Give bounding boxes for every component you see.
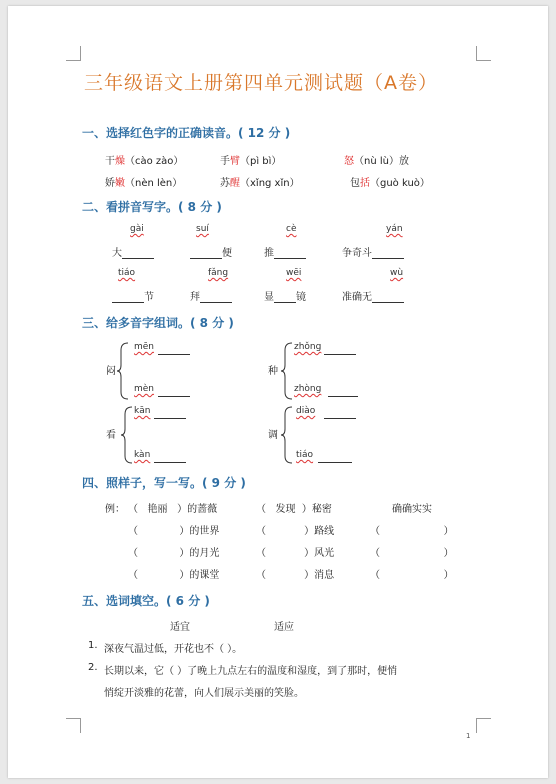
- page-title: 三年级语文上册第四单元测试题（A卷）: [84, 72, 438, 94]
- q2-word-7-suffix: 镜: [296, 292, 306, 303]
- q3-char-1: 闷: [106, 366, 116, 377]
- q3-brace-1: [116, 342, 130, 400]
- q5-item-2-text: 长期以来，它（ ）了晚上九点左右的温度和湿度，到了那时，便悄: [104, 666, 398, 677]
- q2-pinyin-6: fǎng: [208, 268, 229, 278]
- q3-pinyin-1b: mèn: [134, 384, 155, 394]
- q1-item-3-options: （nù lù）放: [354, 156, 409, 167]
- q2-word-2-blank[interactable]: [190, 248, 222, 259]
- q2-word-4-blank[interactable]: [372, 248, 404, 259]
- q3-blank-4a[interactable]: [324, 418, 356, 419]
- crop-mark-top-left: [66, 46, 81, 61]
- q2-word-4-text: 争奇斗: [342, 248, 372, 259]
- q1-item-5-target: 醒: [230, 178, 240, 189]
- section-4-heading: 四、照样子，写一写。( 9 分 ): [82, 476, 246, 490]
- q1-item-6-prefix: 包: [350, 178, 360, 189]
- q5-item-1-text: 深夜气温过低，开花也不（ ）。: [104, 644, 243, 655]
- q2-word-7-text: 显: [264, 292, 274, 303]
- q2-word-1: [112, 244, 154, 259]
- q3-pinyin-1a: mēn: [134, 342, 155, 352]
- q3-brace-4: [280, 406, 294, 464]
- q4-col2-row2[interactable]: （ ）路线: [256, 526, 335, 537]
- q4-col2-phrase-3: 风光: [314, 548, 335, 559]
- q1-item-1-options: （cào zào）: [125, 156, 184, 167]
- q3-pinyin-2b: zhòng: [294, 384, 322, 394]
- q2-word-5-text: 节: [144, 292, 154, 303]
- q1-item-6-target: 括: [360, 178, 370, 189]
- q2-word-7: [264, 288, 306, 303]
- section-3-heading: 三、给多音字组词。( 8 分 ): [82, 316, 234, 330]
- q1-item-5-options: （xǐng xǐn）: [240, 178, 300, 189]
- section-5-heading: 五、选词填空。( 6 分 ): [82, 594, 210, 608]
- q2-pinyin-7: wēi: [286, 268, 302, 278]
- q3-pinyin-4b: tiáo: [296, 450, 314, 460]
- q2-pinyin-3: cè: [286, 224, 297, 234]
- q4-col1-row1: （ 艳丽 ）的蔷薇: [128, 504, 218, 515]
- q3-blank-4b[interactable]: [318, 462, 352, 463]
- section-1-heading: 一、选择红色字的正确读音。( 12 分 ): [82, 126, 291, 140]
- crop-mark-top-right: [476, 46, 491, 61]
- q1-item-2-prefix: 手: [220, 156, 230, 167]
- q2-word-2: [190, 244, 232, 259]
- q3-blank-1b[interactable]: [158, 396, 190, 397]
- q1-item-1-target: 燥: [115, 156, 125, 167]
- q4-col3-row4[interactable]: （ ）: [370, 570, 454, 581]
- q2-pinyin-5: tiáo: [118, 268, 136, 278]
- q3-blank-2a[interactable]: [324, 354, 356, 355]
- section-2-heading: 二、看拼音写字。( 8 分 ): [82, 200, 222, 214]
- q2-word-7-blank[interactable]: [274, 292, 296, 303]
- q2-pinyin-8: wù: [390, 268, 404, 278]
- q2-word-5-blank[interactable]: [112, 292, 144, 303]
- q3-char-4: 调: [268, 430, 278, 441]
- q2-word-6-blank[interactable]: [200, 292, 232, 303]
- q3-pinyin-4a: diào: [296, 406, 316, 416]
- q2-word-2-text: 便: [222, 248, 232, 259]
- crop-mark-bottom-left: [66, 718, 81, 733]
- crop-mark-bottom-right: [476, 718, 491, 733]
- q3-char-3: 看: [106, 430, 116, 441]
- q2-pinyin-1: gài: [130, 224, 144, 234]
- q2-word-3: [264, 244, 306, 259]
- q4-col2-phrase-1: 秘密: [311, 504, 332, 515]
- q4-col2-phrase-4: 消息: [314, 570, 335, 581]
- q1-item-5-prefix: 苏: [220, 178, 230, 189]
- q2-word-8: [342, 288, 404, 303]
- q3-pinyin-2a: zhǒng: [294, 342, 322, 352]
- q1-item-4-options: （nèn lèn）: [125, 178, 183, 189]
- q1-item-6: [350, 174, 430, 189]
- q3-brace-3: [120, 406, 134, 464]
- q4-col1-phrase-4: 的课堂: [189, 570, 220, 581]
- q2-pinyin-2: suí: [196, 224, 209, 234]
- q4-col2-row4[interactable]: （ ）消息: [256, 570, 335, 581]
- q5-option-1: 适宜: [170, 622, 190, 633]
- q4-col2-example: 发现: [275, 504, 296, 515]
- q4-col3-row3[interactable]: （ ）: [370, 548, 454, 559]
- q4-example-word: 艳丽: [147, 504, 168, 515]
- q2-word-5: [112, 288, 154, 303]
- q4-col1-row3[interactable]: （ ）的月光: [128, 548, 220, 559]
- q4-col1-row2[interactable]: （ ）的世界: [128, 526, 220, 537]
- q2-word-1-text: 大: [112, 248, 122, 259]
- q1-item-1-prefix: 干: [105, 156, 115, 167]
- q2-word-6: [190, 288, 232, 303]
- q1-item-2: [220, 152, 281, 167]
- q1-item-1: [105, 152, 183, 167]
- q3-blank-3b[interactable]: [154, 462, 186, 463]
- q1-item-4: [105, 174, 182, 189]
- q3-blank-2b[interactable]: [328, 396, 358, 397]
- q2-word-4: [342, 244, 404, 259]
- q5-item-1-number: 1.: [88, 640, 98, 651]
- q1-item-4-prefix: 娇: [105, 178, 115, 189]
- q1-item-3: [344, 152, 409, 167]
- q2-word-3-text: 推: [264, 248, 274, 259]
- q5-item-2-number: 2.: [88, 662, 98, 673]
- q4-example-label: 例：: [105, 504, 125, 515]
- q1-item-3-target: 怒: [344, 156, 354, 167]
- q1-item-2-target: 臂: [230, 156, 240, 167]
- q4-col1-phrase-3: 的月光: [189, 548, 220, 559]
- q1-item-5: [220, 174, 300, 189]
- q4-col1-row4[interactable]: （ ）的课堂: [128, 570, 220, 581]
- q3-blank-1a[interactable]: [158, 354, 190, 355]
- q3-pinyin-3b: kàn: [134, 450, 151, 460]
- q5-item-2-continuation: 悄绽开淡雅的花蕾，向人们展示美丽的笑脸。: [104, 688, 304, 699]
- q5-option-2: 适应: [274, 622, 294, 633]
- q4-col3-example: 确确实实: [392, 504, 432, 515]
- q2-word-1-blank[interactable]: [122, 248, 154, 259]
- q2-word-6-text: 拜: [190, 292, 200, 303]
- page-number: 1: [466, 732, 471, 740]
- document-page: [8, 6, 548, 778]
- q4-col1-phrase-2: 的世界: [189, 526, 220, 537]
- q2-word-8-blank[interactable]: [372, 292, 404, 303]
- q4-col2-phrase-2: 路线: [314, 526, 335, 537]
- q1-item-2-options: （pì bì）: [240, 156, 282, 167]
- q4-col1-phrase-1: 的蔷薇: [187, 504, 218, 515]
- q4-col2-row1: （ 发现 ）秘密: [256, 504, 332, 515]
- q3-brace-2: [280, 342, 294, 400]
- q2-word-3-blank[interactable]: [274, 248, 306, 259]
- q2-word-8-text: 准确无: [342, 292, 372, 303]
- q3-blank-3a[interactable]: [154, 418, 186, 419]
- q4-col3-row2[interactable]: （ ）: [370, 526, 454, 537]
- q3-pinyin-3a: kān: [134, 406, 151, 416]
- q1-item-4-target: 嫩: [115, 178, 125, 189]
- q4-col2-row3[interactable]: （ ）风光: [256, 548, 335, 559]
- q3-char-2: 种: [268, 366, 278, 377]
- q2-pinyin-4: yán: [386, 224, 403, 234]
- q1-item-6-options: （guò kuò）: [370, 178, 430, 189]
